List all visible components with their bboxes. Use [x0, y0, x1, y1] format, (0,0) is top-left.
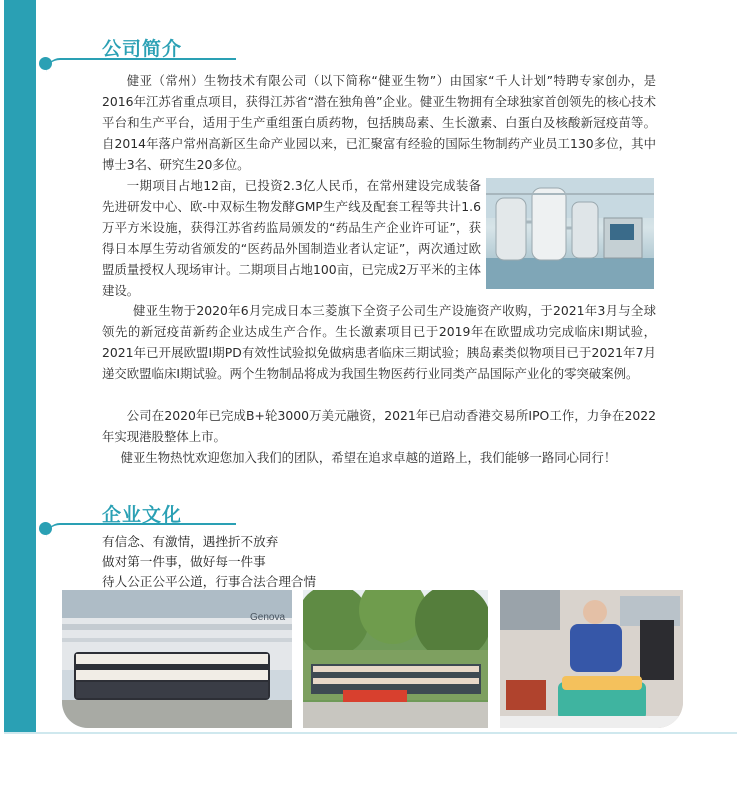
left-accent-bar	[4, 0, 36, 732]
company-group-photo	[62, 590, 292, 728]
intro-heading: 公司简介	[102, 38, 183, 60]
culture-line-2: 做对第一件事，做好每一件事	[102, 554, 266, 569]
culture-line-1: 有信念、有激情，遇挫折不放弃	[102, 534, 279, 549]
intro-paragraph-4: 公司在2020年已完成B+轮3000万美元融资，2021年已启动香港交易所IPO工作，力争在2022年实现港股整体上市。	[102, 408, 656, 444]
culture-heading: 企业文化	[102, 504, 183, 526]
factory-illustration	[486, 178, 654, 289]
genova-sign: Genova	[250, 612, 286, 623]
intro-paragraph-5: 健亚生物热忱欢迎您加入我们的团队，希望在追求卓越的道路上，我们能够一路同心同行！	[120, 450, 617, 465]
celebration-cake-photo	[500, 590, 683, 728]
culture-line-3: 待人公正公平公道，行事合法合理合情	[102, 574, 317, 589]
bottom-divider	[4, 732, 737, 734]
outdoor-team-photo	[303, 590, 488, 728]
intro-section-header	[38, 34, 248, 74]
intro-paragraph-1: 健亚（常州）生物技术有限公司（以下简称“健亚生物”）由国家“千人计划”特聘专家创办，是2016年江苏省重点项目，获得江苏省“潜在独角兽”企业。健亚生物拥有全球独家首创领先的核心技术平台和生产平台，适用于生产重组蛋白质药物，包括胰岛素、生长激素、白蛋白及核酸新冠疫苗等。自2014年落户常州高新区生命产业园以来，已汇聚富有经验的国际生物制药产业员工130多位，其中博士3名、研究生20多位。	[102, 73, 656, 172]
intro-paragraph-3: 健亚生物于2020年6月完成日本三菱旗下全资子公司生产设施资产收购，于2021年3月与全球领先的新冠疫苗新药企业达成生产合作。生长激素项目已于2019年在欧盟成功完成临床I期试验，2021年已开展欧盟I期PD有效性试验拟免做病患者临床三期试验；胰岛素类似物项目已于2021年7月递交欧盟临床I期试验。两个生物制品将成为我国生物医药行业同类产品国际产业化的零突破案例。	[102, 303, 656, 381]
intro-paragraph-2: 一期项目占地12亩，已投资2.3亿人民币，在常州建设完成装备先进研发中心、欧-中双标生物发酵GMP生产线及配套工程等共计1.6万平方米设施，获得江苏省药监局颁发的“药品生产企业许可证”，获得日本厚生劳动省颁发的“医药品外国制造业者认定证”，两次通过欧盟质量授权人现场审计。二期项目占地100亩，已完成2万平米的主体建设。	[102, 178, 481, 298]
factory-equipment-photo	[486, 178, 654, 289]
